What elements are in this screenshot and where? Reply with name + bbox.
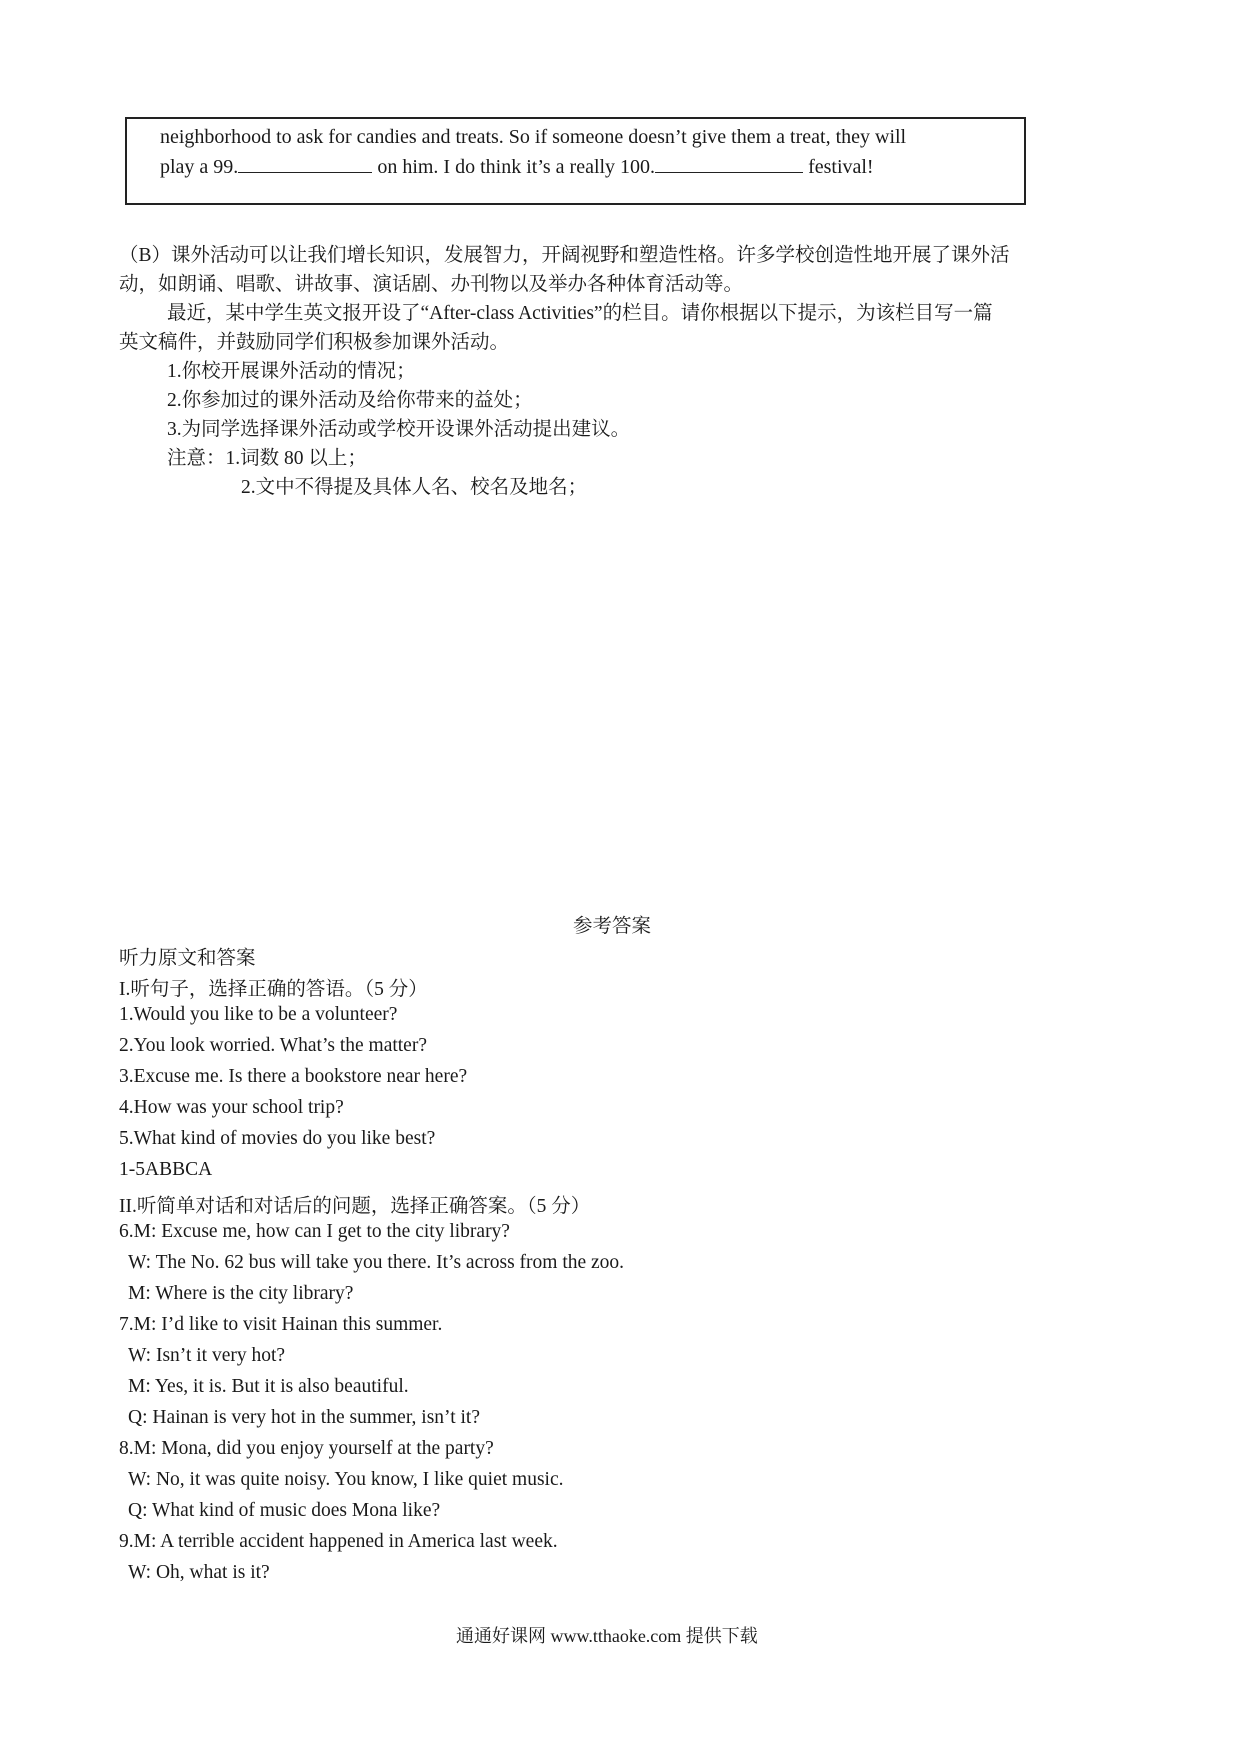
answer-line: 1.Would you like to be a volunteer? — [119, 1004, 398, 1025]
answer-line: II.听简单对话和对话后的问题，选择正确答案。（5 分） — [119, 1196, 591, 1217]
answer-line: W: The No. 62 bus will take you there. It’s across from the zoo. — [128, 1252, 625, 1273]
answer-line: Q: Hainan is very hot in the summer, isn’t it? — [128, 1407, 480, 1428]
passage-line-2-middle: on him. I do think it’s a really 100. — [372, 156, 656, 178]
blank-99 — [238, 155, 372, 173]
answer-line: 7.M: I’d like to visit Hainan this summer. — [119, 1314, 443, 1335]
answer-line: W: Isn’t it very hot? — [128, 1345, 286, 1366]
answer-line: 6.M: Excuse me, how can I get to the city library? — [119, 1221, 510, 1242]
passage-line-1: neighborhood to ask for candies and treats. So if someone doesn’t give them a treat, they will — [160, 126, 907, 148]
writing-para2-line2: 英文稿件，并鼓励同学们积极参加课外活动。 — [119, 332, 510, 353]
answer-key: 1-5ABBCA — [119, 1159, 213, 1180]
writing-point-1: 1.你校开展课外活动的情况； — [167, 361, 416, 382]
answers-title: 参考答案 — [573, 916, 652, 937]
answer-line: 9.M: A terrible accident happened in America last week. — [119, 1531, 558, 1552]
answer-line: 4.How was your school trip? — [119, 1097, 344, 1118]
writing-note-1: 注意：1.词数 80 以上； — [167, 448, 367, 469]
answer-line: 5.What kind of movies do you like best? — [119, 1128, 436, 1149]
answer-line: 8.M: Mona, did you enjoy yourself at the party? — [119, 1438, 494, 1459]
answers-subtitle: 听力原文和答案 — [119, 948, 256, 969]
answer-line: I.听句子，选择正确的答语。（5 分） — [119, 979, 428, 1000]
answer-line: M: Where is the city library? — [128, 1283, 354, 1304]
blank-100 — [655, 155, 803, 173]
writing-note-2: 2.文中不得提及具体人名、校名及地名； — [241, 477, 588, 498]
passage-line-2-end: festival! — [803, 156, 874, 178]
passage-box — [125, 117, 1026, 205]
answer-line: W: Oh, what is it? — [128, 1562, 270, 1583]
passage-line-2-start: play a 99. — [160, 156, 239, 178]
answer-line: 3.Excuse me. Is there a bookstore near here? — [119, 1066, 468, 1087]
answer-line: Q: What kind of music does Mona like? — [128, 1500, 441, 1521]
writing-point-2: 2.你参加过的课外活动及给你带来的益处； — [167, 390, 533, 411]
writing-para1-line1: （B）课外活动可以让我们增长知识，发展智力，开阔视野和塑造性格。许多学校创造性地开展了课外活 — [119, 245, 1010, 266]
answer-line: W: No, it was quite noisy. You know, I like quiet music. — [128, 1469, 564, 1490]
answer-line: M: Yes, it is. But it is also beautiful. — [128, 1376, 409, 1397]
page-footer: 通通好课网 www.tthaoke.com 提供下载 — [456, 1626, 758, 1646]
answer-line: 2.You look worried. What’s the matter? — [119, 1035, 427, 1056]
writing-point-3: 3.为同学选择课外活动或学校开设课外活动提出建议。 — [167, 419, 631, 440]
writing-para1-line2: 动，如朗诵、唱歌、讲故事、演话剧、办刊物以及举办各种体育活动等。 — [119, 274, 744, 295]
passage-line-2 — [160, 155, 874, 179]
writing-para2-line1: 最近，某中学生英文报开设了“After-class Activities”的栏目。请你根据以下提示，为该栏目写一篇 — [167, 303, 993, 324]
